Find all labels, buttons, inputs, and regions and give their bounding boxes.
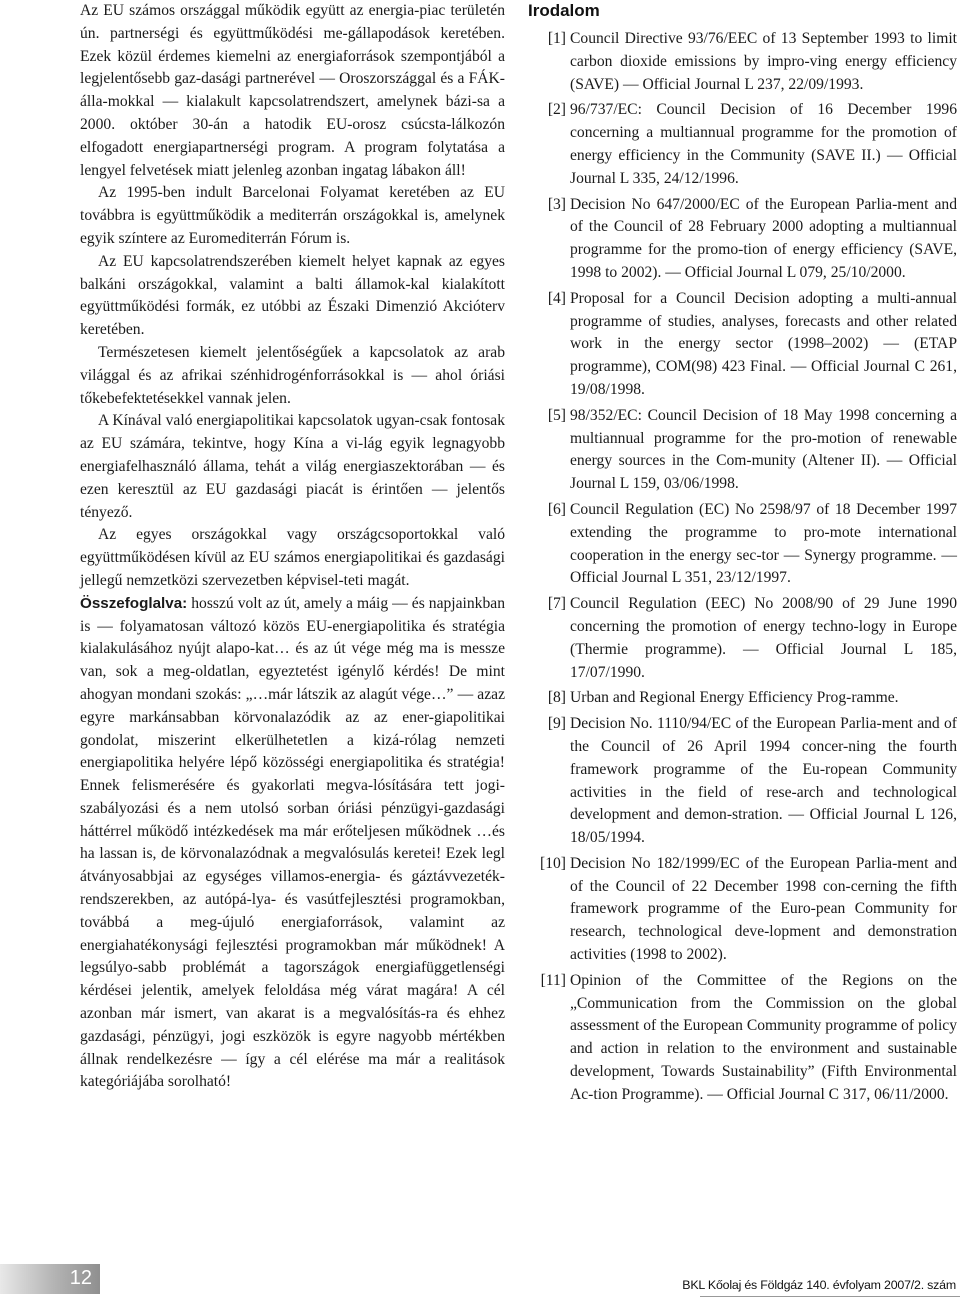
reference-number: [3] <box>547 195 566 213</box>
reference-number: [7] <box>547 595 566 613</box>
reference-number: [5] <box>547 406 566 424</box>
reference-item <box>526 288 957 402</box>
reference-number: [6] <box>547 500 566 518</box>
reference-number: [1] <box>547 30 566 47</box>
reference-text: Council Directive 93/76/EEC of 13 September 1993 to limit carbon dioxide emissions by impro-ving energy efficiency (SAVE) — Official Journal L 237, 22/09/1993. <box>570 30 957 93</box>
reference-item <box>526 970 957 1107</box>
reference-text: Decision No. 1110/94/EC of the European Parlia-ment and of the Council of 26 April 1994 concer-ning the fourth framework programme of the Eu-ropean Community activities in the field of rese-arch and technological development and demon-stration. — Official Journal L 126, 18/05/1994. <box>570 715 957 847</box>
reference-text: Decision No 182/1999/EC of the European Parlia-ment and of the Council of 22 December 1998 con-cerning the fifth framework programme of the Euro-pean Community for research, technological deve-lopment and demonstration activities (1998 to 2002). <box>570 854 957 964</box>
reference-number: [8] <box>547 689 566 707</box>
reference-text: Council Regulation (EEC) No 2008/90 of 29 June 1990 concerning the promotion of energy techno-logy in Europe (Thermie programme). — Official Journal L 185, 17/07/1990. <box>570 595 957 681</box>
reference-item <box>526 593 957 684</box>
reference-number: [10] <box>540 854 566 872</box>
reference-item <box>526 853 957 967</box>
summary-lead: Összefoglalva: <box>80 594 188 612</box>
reference-number: [11] <box>540 971 566 989</box>
body-paragraph-1: Az EU számos országgal működik együtt az energia-piac területén ún. partnerségi és együttműködési me-gállapodások keretében. Ezek közül érdemes kiemelni az energiaforrások szempontjából a legjelentősebb gaz-dasági partnerével — Oroszországgal és a FÁK-álla-mokkal — kialakult kapcsolatrendszert, amelynek bázi-sa a 2000. október 30-án a hatodik EU-orosz csúcsta-lálkozón elfogadott energiapartnerségi program. A program folytatása a lengyel felvetések miatt jelenleg azonban ingatag lábakon áll! <box>80 2 505 179</box>
references-column <box>526 0 957 1110</box>
page-number-tab <box>0 1264 100 1294</box>
reference-text: 98/352/EC: Council Decision of 18 May 1998 concerning a multiannual programme for the pro-motion of renewable energy sources in the Com-munity (Altener II). — Official Journal L 159, 03/06/1998. <box>570 406 957 493</box>
reference-item <box>526 194 957 285</box>
reference-item <box>526 405 957 496</box>
body-paragraph-4: Természetesen kiemelt jelentőségűek a kapcsolatok az arab világgal és az afrikai szénhidrogénforrásokkal is — ahol óriási tőkebefektetésekkel vannak jelen. <box>80 343 505 407</box>
reference-text: Council Regulation (EC) No 2598/97 of 18 December 1997 extending the programme to pro-mote international cooperation in the energy sec-tor — Synergy programme. — Official Journal L 351, 23/12/1997. <box>570 500 957 587</box>
reference-item <box>526 687 957 710</box>
reference-text: Urban and Regional Energy Efficiency Prog-ramme. <box>570 689 899 707</box>
body-paragraph-6: Az egyes országokkal vagy országcsoportokkal való együttműködésen kívül az EU számos energiapolitikai és gazdasági jellegű nemzetközi szervezetben képvisel-teti magát. <box>80 526 505 589</box>
reference-text: 96/737/EC: Council Decision of 16 December 1996 concerning a multiannual programme for the promotion of energy efficiency in the Community (SAVE II.) — Official Journal L 335, 24/12/1996. <box>570 101 957 187</box>
reference-text: Opinion of the Committee of the Regions on the „Communication from the Commission on the global assessment of the European Community programme of policy and action in relation to the environment and sustainable development, Towards Sustainability” (Fifth Environmental Ac-tion Programme). — Official Journal C 317, 06/11/2000. <box>570 971 957 1103</box>
journal-footer: BKL Kőolaj és Földgáz 140. évfolyam 2007/2. szám <box>682 1278 956 1292</box>
reference-item <box>526 713 957 850</box>
summary-text: hosszú volt az út, amely a máig — és napjainkban is — folyamatosan változó közös EU-energiapolitika és stratégia kialakulásához nyújt alapo-kat… és az út vége még ma is messze van, sok a meg-oldatlan, egyeztetést igénylő kérdés! De mint ahogyan mondani szokás: „…már látszik az alagút vége…” — azaz egyre markánsabban körvonalazódik az az ener-giapolitikai gondolat, miszerint elkerülhetetlen a kizá-rólag nemzeti energiapolitika helyére lépő közösségi energiapolitika és stratégia! Ennek felismerésére és gyakorlati megva-lósítására tett jogi-szabályozási és a nem utolsó sorban óriási pénzügyi-gazdasági háttérrel működő intézkedések ma már erőteljesen működnek …és ha lassan is, de körvonalazódnak a megvalósulás keretei! Ezek legl átványosabbjai az egységes villamos-energia- és gáztávvezeték-rendszerekben, az autópá-lya- és vasútfejlesztési programokban, továbbá a meg-újuló energiaforrások, valamint az energiahatékonysági fejlesztési programokban már működnek! A legsúlyo-sabb problémát a tagországok energiafüggetlenségi kérdései jelentik, amelyek feloldása még várat magára! A cél azonban már ismert, van akarat is a megvalósítás-ra és ehhez gazdasági, pénzügyi, jogi eszközök is egyre nagyobb mértékben állnak rendelkezésre — így a cél elérése ma már a realitások kategóriájába sorolható! <box>80 594 505 1091</box>
reference-text: Proposal for a Council Decision adopting a multi-annual programme of studies, analyses, forecasts and other related work in the energy sector (1998–2002) — (ETAP programme), COM(98) 423 Final. — Official Journal C 261, 19/08/1998. <box>570 289 957 398</box>
footer-rule <box>700 1296 960 1297</box>
body-paragraph-5: A Kínával való energiapolitikai kapcsolatok ugyan-csak fontosak az EU számára, tekintve, hogy Kína a vi-lág egyik legnagyobb energiafelhasználó állama, tehát a világ energiaszektorában — és ezen keresztül az EU gazdasági piacát is érintően — jelentős tényező. <box>80 412 505 521</box>
summary-paragraph <box>80 593 505 1095</box>
reference-number: [9] <box>547 715 566 733</box>
reference-item <box>526 499 957 590</box>
body-paragraph-3: Az EU kapcsolatrendszerében kiemelt helyet kapnak az egyes balkáni országokkal, valamint a balti államok-kal kialakított együttműködési formák, ez utóbbi az Északi Dimenzió Akcióterv keretében. <box>80 252 505 339</box>
reference-number: [2] <box>547 101 566 119</box>
body-paragraph-2: Az 1995-ben indult Barcelonai Folyamat keretében az EU továbbra is együttműködik a mediterrán országokkal is, amelynek egyik színtere az Euromediterrán Fórum is. <box>80 184 505 247</box>
reference-item <box>526 99 957 190</box>
reference-item <box>526 28 957 96</box>
reference-number: [4] <box>547 289 566 307</box>
references-heading: Irodalom <box>528 1 600 20</box>
page-number: 12 <box>69 1267 92 1289</box>
reference-text: Decision No 647/2000/EC of the European Parlia-ment and of the Council of 28 February 2000 adopting a multiannual programme for the promo-tion of energy efficiency (SAVE, 1998 to 2002). — Official Journal L 079, 25/10/2000. <box>570 195 957 281</box>
left-column <box>80 0 505 1094</box>
